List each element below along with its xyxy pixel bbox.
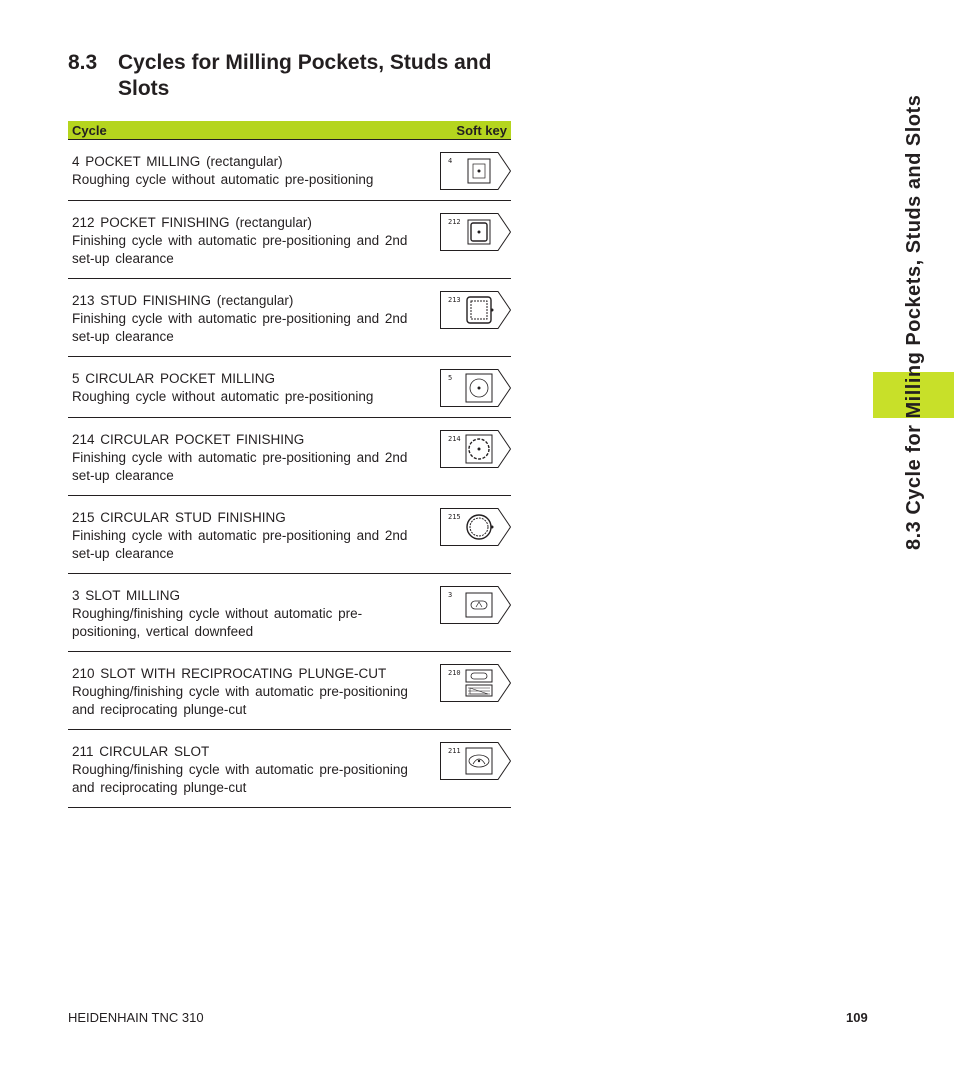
softkey-button[interactable] — [440, 369, 511, 407]
row-text — [72, 509, 412, 563]
circular-slot-icon — [440, 742, 511, 780]
softkey-button[interactable] — [440, 213, 511, 251]
cycle-qualifier: (rectangular) — [206, 154, 283, 169]
softkey-label: 213 — [448, 296, 461, 304]
cycle-name: 210 SLOT WITH RECIPROCATING PLUNGE-CUT — [72, 666, 387, 681]
cycle-description: Finishing cycle with automatic pre-positioning and 2nd set-up clearance — [72, 450, 408, 483]
table-row — [68, 496, 511, 574]
cycle-description: Roughing/finishing cycle without automatic pre-positioning, vertical downfeed — [72, 606, 363, 639]
cycle-name: 213 STUD FINISHING — [72, 293, 212, 308]
row-text — [72, 587, 412, 641]
section-heading — [68, 50, 498, 102]
table-row — [68, 140, 511, 201]
cycle-description: Finishing cycle with automatic pre-positioning and 2nd set-up clearance — [72, 528, 408, 561]
row-text — [72, 370, 412, 406]
slot-icon — [440, 586, 511, 624]
table-row — [68, 574, 511, 652]
cycle-name: 212 POCKET FINISHING — [72, 215, 230, 230]
softkey-label: 3 — [448, 591, 453, 599]
cycle-table — [68, 121, 511, 808]
softkey-label: 4 — [448, 157, 453, 165]
circ-pocket-icon — [440, 369, 511, 407]
row-text — [72, 292, 412, 346]
cycle-name: 215 CIRCULAR STUD FINISHING — [72, 510, 286, 525]
table-row — [68, 279, 511, 357]
section-number: 8.3 — [68, 51, 98, 74]
softkey-label: 214 — [448, 435, 461, 443]
page-number: 109 — [846, 1010, 868, 1025]
softkey-button[interactable] — [440, 152, 511, 190]
softkey-button[interactable] — [440, 430, 511, 468]
softkey-button[interactable] — [440, 664, 511, 702]
footer-product: HEIDENHAIN TNC 310 — [68, 1010, 204, 1025]
table-row — [68, 418, 511, 496]
row-text — [72, 665, 412, 719]
side-running-title: 8.3 Cycle for Milling Pockets, Studs and Slots — [903, 94, 925, 550]
softkey-button[interactable] — [440, 291, 511, 329]
cycle-description: Roughing/finishing cycle with automatic pre-positioning and reciprocating plunge-cut — [72, 684, 408, 717]
header-cycle: Cycle — [72, 122, 107, 138]
softkey-label: 5 — [448, 374, 453, 382]
cycle-name: 4 POCKET MILLING — [72, 154, 201, 169]
cycle-name: 5 CIRCULAR POCKET MILLING — [72, 371, 276, 386]
cycle-name: 214 CIRCULAR POCKET FINISHING — [72, 432, 305, 447]
cycle-description: Roughing cycle without automatic pre-positioning — [72, 389, 374, 404]
cycle-qualifier: (rectangular) — [235, 215, 312, 230]
table-header — [68, 121, 511, 140]
cycle-qualifier: (rectangular) — [216, 293, 294, 308]
cycle-name: 211 CIRCULAR SLOT — [72, 744, 210, 759]
section-title: Cycles for Milling Pockets, Studs and Slots — [118, 51, 492, 100]
softkey-label: 210 — [448, 669, 461, 677]
cycle-description: Finishing cycle with automatic pre-positioning and 2nd set-up clearance — [72, 311, 408, 344]
header-softkey: Soft key — [456, 122, 507, 138]
softkey-label: 211 — [448, 747, 461, 755]
row-text — [72, 431, 412, 485]
cycle-description: Roughing/finishing cycle with automatic pre-positioning and reciprocating plunge-cut — [72, 762, 408, 795]
rect-pocket-icon — [440, 152, 511, 190]
circ-pocket-finish-icon — [440, 430, 511, 468]
table-row — [68, 730, 511, 808]
softkey-button[interactable] — [440, 586, 511, 624]
cycle-name: 3 SLOT MILLING — [72, 588, 181, 603]
slot-plunge-icon — [440, 664, 511, 702]
cycle-description: Roughing cycle without automatic pre-positioning — [72, 172, 374, 187]
table-row — [68, 357, 511, 418]
rect-pocket-finish-icon — [440, 213, 511, 251]
softkey-label: 215 — [448, 513, 461, 521]
circ-stud-icon — [440, 508, 511, 546]
softkey-button[interactable] — [440, 742, 511, 780]
row-text — [72, 743, 412, 797]
row-text — [72, 214, 412, 268]
rect-stud-icon — [440, 291, 511, 329]
cycle-description: Finishing cycle with automatic pre-positioning and 2nd set-up clearance — [72, 233, 408, 266]
softkey-label: 212 — [448, 218, 461, 226]
table-row — [68, 201, 511, 279]
row-text — [72, 153, 412, 189]
table-row — [68, 652, 511, 730]
softkey-button[interactable] — [440, 508, 511, 546]
